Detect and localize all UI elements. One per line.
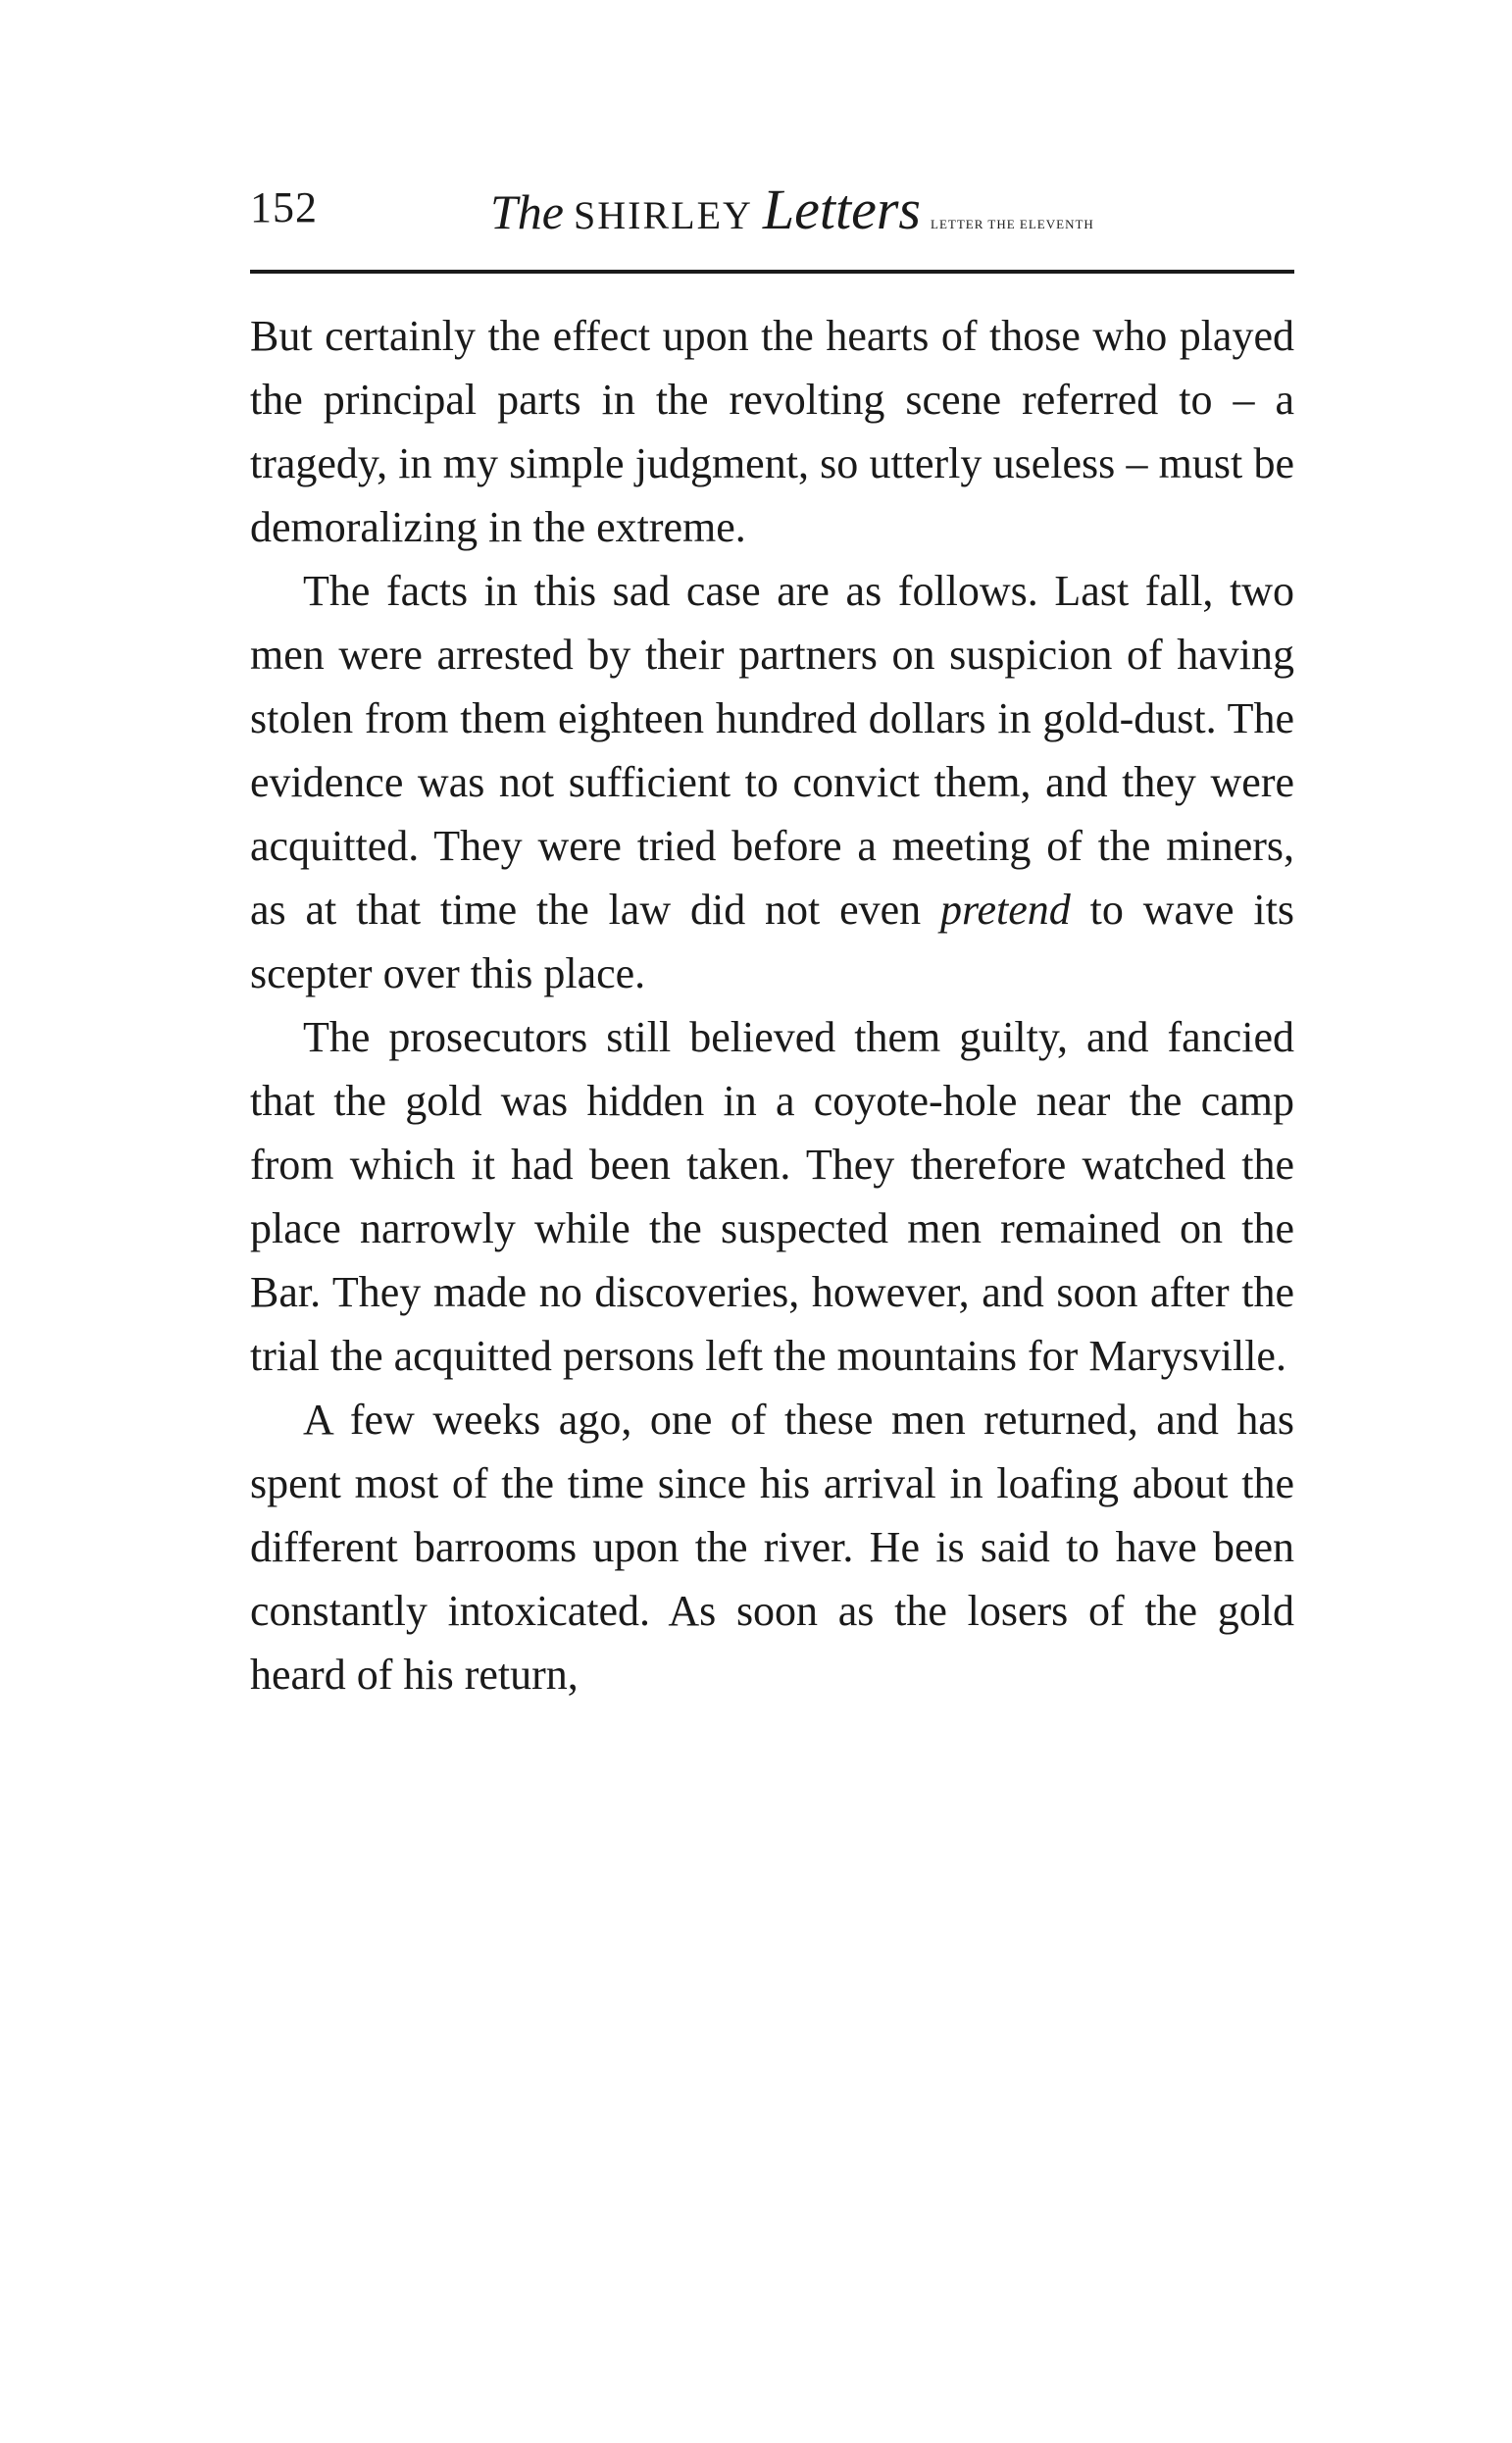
- paragraph-4: A few weeks ago, one of these men returned, and has spent most of the time since his arrival in loafing about the different barrooms upon the river. He is said to have been constantly intoxicated. As soon as the losers of the gold heard of his return,: [250, 1396, 1294, 1699]
- running-head-chapter: LETTER THE ELEVENTH: [931, 217, 1094, 231]
- header-rule: [250, 270, 1294, 274]
- running-head-letters: Letters: [762, 178, 922, 241]
- paragraph-3: The prosecutors still believed them guilty, and fancied that the gold was hidden in a coyote-hole near the camp from which it had been taken. They therefore watched the place narrowly while the suspected men remained on the Bar. They made no discoveries, however, and soon after the trial the acquitted persons left the mountains for Marysville.: [250, 1013, 1294, 1380]
- paragraph-2-text-after: to wave its scepter over this place.: [250, 886, 1294, 997]
- page-header: [250, 177, 1294, 245]
- running-head-the: The: [490, 184, 564, 239]
- paragraph-2: [250, 559, 1294, 1005]
- running-head: [490, 177, 1094, 242]
- paragraph-2-text-before: The facts in this sad case are as follows. Last fall, two men were arrested by their partners on suspicion of having stolen from them eighteen hundred dollars in gold-dust. The evidence was not sufficient to convict them, and they were acquitted. They were tried before a meeting of the miners, as at that time the law did not even: [250, 567, 1294, 934]
- running-head-shirley: SHIRLEY: [574, 193, 753, 237]
- paragraph-2-emphasis: pretend: [940, 886, 1071, 934]
- paragraph-1: But certainly the effect upon the hearts of those who played the principal parts in the revolting scene referred to – a tragedy, in my simple judgment, so utterly useless – must be demoralizing in the extreme.: [250, 312, 1294, 551]
- page-number: 152: [250, 183, 318, 231]
- body-text: [250, 304, 1294, 1706]
